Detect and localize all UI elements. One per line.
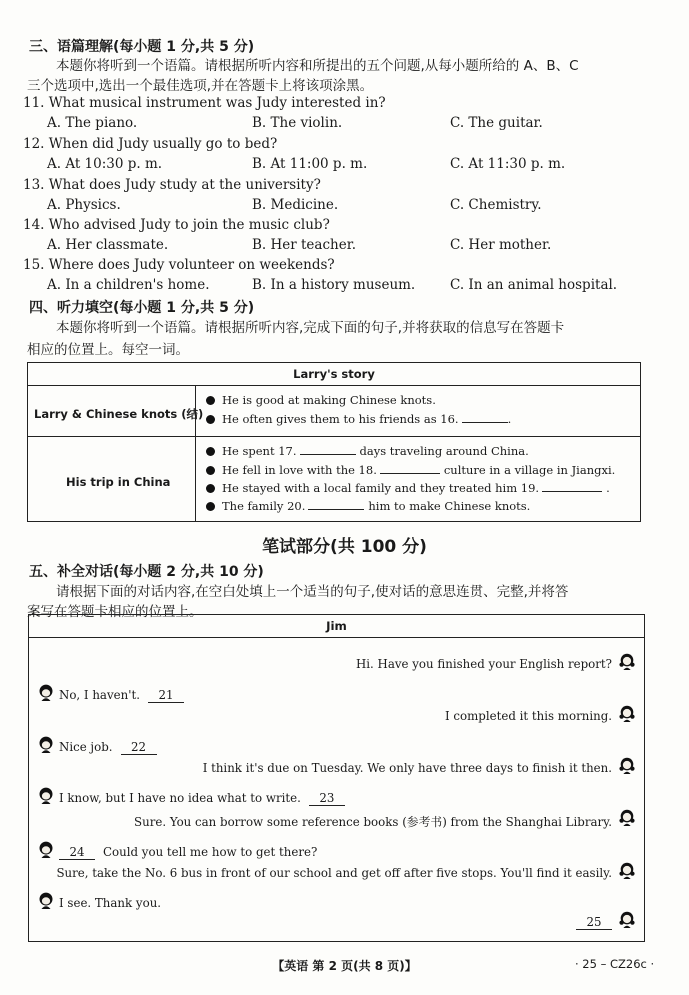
- dialogue-line-4: Nice job. 22: [59, 740, 157, 755]
- answer-blank-24: 24: [59, 845, 95, 860]
- question-13-text: 13. What does Judy study at the university?: [23, 177, 321, 193]
- section5-intro-line1: 请根据下面的对话内容,在空白处填上一个适当的句子,使对话的意思连贯、完整,并将答: [56, 584, 569, 600]
- dialogue-line-10: I see. Thank you.: [59, 896, 162, 910]
- section3-heading: 三、语篇理解(每小题 1 分,共 5 分): [29, 39, 255, 55]
- girl-avatar-icon: [618, 910, 636, 928]
- dialogue-line-2: No, I haven't. 21: [59, 688, 184, 703]
- answer-blank-19: [542, 491, 602, 492]
- question-15-option-a: A. In a children's home.: [47, 277, 210, 293]
- boy-avatar-icon: [37, 840, 55, 858]
- boy-avatar-icon: [37, 786, 55, 804]
- answer-blank-22: 22: [121, 740, 157, 755]
- question-15-option-c: C. In an animal hospital.: [450, 277, 618, 293]
- bullet-icon: [206, 466, 215, 475]
- dialogue-line-1: Hi. Have you finished your English report?: [355, 657, 612, 671]
- question-14-option-b: B. Her teacher.: [252, 237, 356, 253]
- dialogue-line-8: 24 Could you tell me how to get there?: [59, 845, 317, 860]
- answer-blank-23: 23: [309, 791, 345, 806]
- section4-heading: 四、听力填空(每小题 1 分,共 5 分): [29, 300, 255, 316]
- bullet-icon: [206, 447, 215, 456]
- question-13-option-a: A. Physics.: [47, 197, 121, 213]
- question-14-text: 14. Who advised Judy to join the music club?: [23, 217, 330, 233]
- bullet-icon: [206, 484, 215, 493]
- question-12-option-c: C. At 11:30 p. m.: [450, 156, 566, 172]
- question-11-text: 11. What musical instrument was Judy interested in?: [23, 95, 386, 111]
- table-title: Larry's story: [293, 367, 375, 381]
- question-13-option-c: C. Chemistry.: [450, 197, 542, 213]
- bullet-icon: [206, 396, 215, 405]
- dialogue-box: [28, 614, 645, 942]
- row1-label: Larry & Chinese knots (结): [34, 407, 204, 421]
- bullet-icon: [206, 502, 215, 511]
- answer-blank-25: 25: [576, 915, 612, 930]
- question-11-option-b: B. The violin.: [252, 115, 343, 131]
- row2-item-4: The family 20. him to make Chinese knots.: [206, 499, 530, 513]
- written-part-title: 笔试部分(共 100 分): [262, 537, 427, 557]
- listening-table: [27, 362, 641, 522]
- boy-avatar-icon: [37, 683, 55, 701]
- answer-blank-16: [462, 422, 508, 423]
- section4-intro-line1: 本题你将听到一个语篇。请根据所听内容,完成下面的句子,并将获取的信息写在答题卡: [56, 320, 565, 336]
- dialogue-line-9: Sure, take the No. 6 bus in front of our school and get off after five stops. You'll find it easily.: [56, 866, 612, 880]
- row2-label: His trip in China: [66, 475, 171, 489]
- girl-avatar-icon: [618, 704, 636, 722]
- section5-heading: 五、补全对话(每小题 2 分,共 10 分): [29, 564, 264, 580]
- dialogue-box-title: Jim: [326, 619, 347, 633]
- section4-intro-line2: 相应的位置上。每空一词。: [27, 342, 189, 358]
- question-11-option-c: C. The guitar.: [450, 115, 543, 131]
- bullet-icon: [206, 415, 215, 424]
- section3-intro-line1: 本题你将听到一个语篇。请根据所听内容和所提出的五个问题,从每小题所给的 A、B、C: [56, 58, 579, 74]
- page-code: · 25 – CZ26c ·: [575, 957, 655, 971]
- answer-blank-18: [380, 473, 440, 474]
- page-footer: 【英语 第 2 页(共 8 页)】: [272, 959, 417, 973]
- dialogue-line-11: [576, 915, 612, 930]
- answer-blank-21: 21: [148, 688, 184, 703]
- answer-blank-17: [300, 454, 356, 455]
- dialogue-line-7: Sure. You can borrow some reference books (参考书) from the Shanghai Library.: [134, 815, 612, 829]
- question-13-option-b: B. Medicine.: [252, 197, 339, 213]
- question-15-option-b: B. In a history museum.: [252, 277, 416, 293]
- section5-intro-line2: 案写在答题卡相应的位置上。: [27, 604, 203, 620]
- boy-avatar-icon: [37, 891, 55, 909]
- row1-item-1: He is good at making Chinese knots.: [206, 393, 436, 407]
- girl-avatar-icon: [618, 756, 636, 774]
- dialogue-line-5: I think it's due on Tuesday. We only have three days to finish it then.: [202, 761, 612, 775]
- row2-item-1: He spent 17. days traveling around China.: [206, 444, 529, 458]
- row1-item-2: He often gives them to his friends as 16. .: [206, 412, 511, 426]
- question-12-text: 12. When did Judy usually go to bed?: [23, 136, 278, 152]
- girl-avatar-icon: [618, 808, 636, 826]
- question-14-option-c: C. Her mother.: [450, 237, 552, 253]
- question-14-option-a: A. Her classmate.: [47, 237, 169, 253]
- girl-avatar-icon: [618, 861, 636, 879]
- dialogue-line-3: I completed it this morning.: [444, 709, 612, 723]
- question-15-text: 15. Where does Judy volunteer on weekends?: [23, 257, 335, 273]
- question-12-option-a: A. At 10:30 p. m.: [47, 156, 163, 172]
- dialogue-line-6: I know, but I have no idea what to write. 23: [59, 791, 345, 806]
- question-12-option-b: B. At 11:00 p. m.: [252, 156, 368, 172]
- question-11-option-a: A. The piano.: [47, 115, 138, 131]
- boy-avatar-icon: [37, 735, 55, 753]
- row2-item-2: He fell in love with the 18. culture in a village in Jiangxi.: [206, 463, 615, 477]
- girl-avatar-icon: [618, 652, 636, 670]
- answer-blank-20: [308, 509, 364, 510]
- row2-item-3: He stayed with a local family and they treated him 19. .: [206, 481, 610, 495]
- section3-intro-line2: 三个选项中,选出一个最佳选项,并在答题卡上将该项涂黑。: [27, 78, 374, 94]
